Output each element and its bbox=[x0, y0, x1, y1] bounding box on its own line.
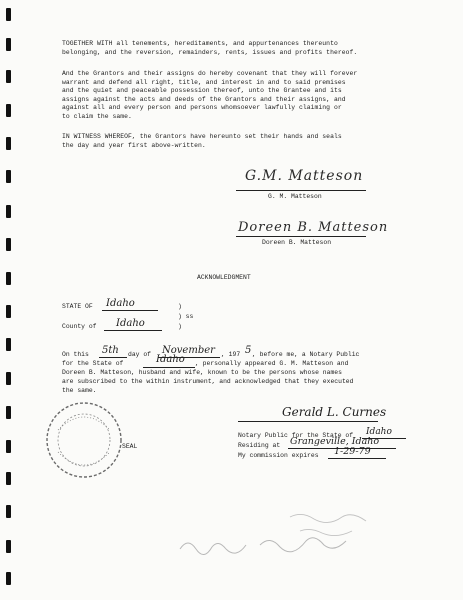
commission-label: My commission expires bbox=[238, 452, 319, 459]
paren: ) bbox=[178, 323, 182, 330]
notary-state-label: Notary Public for the State of bbox=[238, 432, 354, 439]
county-label: County of bbox=[62, 323, 97, 330]
notary-signature: Gerald L. Curnes bbox=[282, 405, 387, 419]
signature-line bbox=[238, 421, 378, 422]
residing-value: Grangeville, Idaho bbox=[290, 436, 380, 447]
notary-appearance-text: , before me, a Notary Public bbox=[252, 351, 360, 358]
grantor2-signature: Doreen B. Matteson bbox=[238, 220, 389, 235]
for-state-label: for the State of bbox=[62, 360, 124, 367]
ack-line4: are subscribed to the within instrument, and acknowledged that they executed bbox=[62, 378, 354, 385]
signature-line bbox=[236, 190, 366, 191]
residing-label: Residing at bbox=[238, 442, 281, 449]
signature-line bbox=[236, 236, 366, 237]
appeared-text: , personally appeared G. M. Matteson and bbox=[195, 360, 349, 367]
on-this-label: On this bbox=[62, 351, 89, 358]
warranty-paragraph: And the Grantors and their assigns do hereby covenant that they will forever warrant and defend all right, title, and interest in and to said premises and the quiet and peaceable possession thereof, unto the Grantee and its assigns against the acts and deeds of the Grantors and their assigns, and against all and every person and persons whomsoever lawfully claiming or to claim the same. bbox=[62, 70, 358, 120]
for-state-value: Idaho bbox=[156, 354, 185, 365]
paren: ) bbox=[178, 303, 182, 310]
witness-paragraph: IN WITNESS WHEREOF, the Grantors have hereunto set their hands and seals the day and year first above-written. bbox=[62, 133, 342, 149]
grantor1-signature: G.M. Matteson bbox=[245, 168, 364, 184]
notary-seal-stamp bbox=[44, 400, 124, 480]
ack-line3: Doreen B. Matteson, husband and wife, known to be the persons whose names bbox=[62, 369, 342, 376]
ss-label: ) ss bbox=[178, 313, 194, 320]
acknowledgment-heading: ACKNOWLEDGMENT bbox=[197, 274, 251, 281]
commission-value: 1-29-79 bbox=[334, 446, 371, 457]
bleed-through-marks bbox=[150, 505, 410, 565]
ack-line5: the same. bbox=[62, 387, 97, 394]
habendum-paragraph: TOGETHER WITH all tenements, hereditaments, and appurtenances thereunto belonging, and the reversion, remainders, rents, issues and profits thereof. bbox=[62, 40, 358, 56]
year-prefix: , 197 bbox=[221, 351, 241, 358]
grantor1-name: G. M. Matteson bbox=[268, 193, 322, 200]
month-value: November bbox=[162, 345, 215, 356]
year-value: 5 bbox=[245, 345, 252, 356]
seal-label: SEAL bbox=[122, 443, 138, 450]
state-label: STATE OF bbox=[62, 303, 93, 310]
county-value: Idaho bbox=[116, 318, 145, 329]
state-value: Idaho bbox=[106, 298, 135, 309]
grantor2-name: Doreen B. Matteson bbox=[262, 239, 332, 246]
binding-marks bbox=[6, 0, 12, 600]
day-of-label: day of bbox=[128, 351, 152, 358]
notary-state-value: Idaho bbox=[366, 427, 392, 437]
day-value: 5th bbox=[102, 345, 119, 356]
